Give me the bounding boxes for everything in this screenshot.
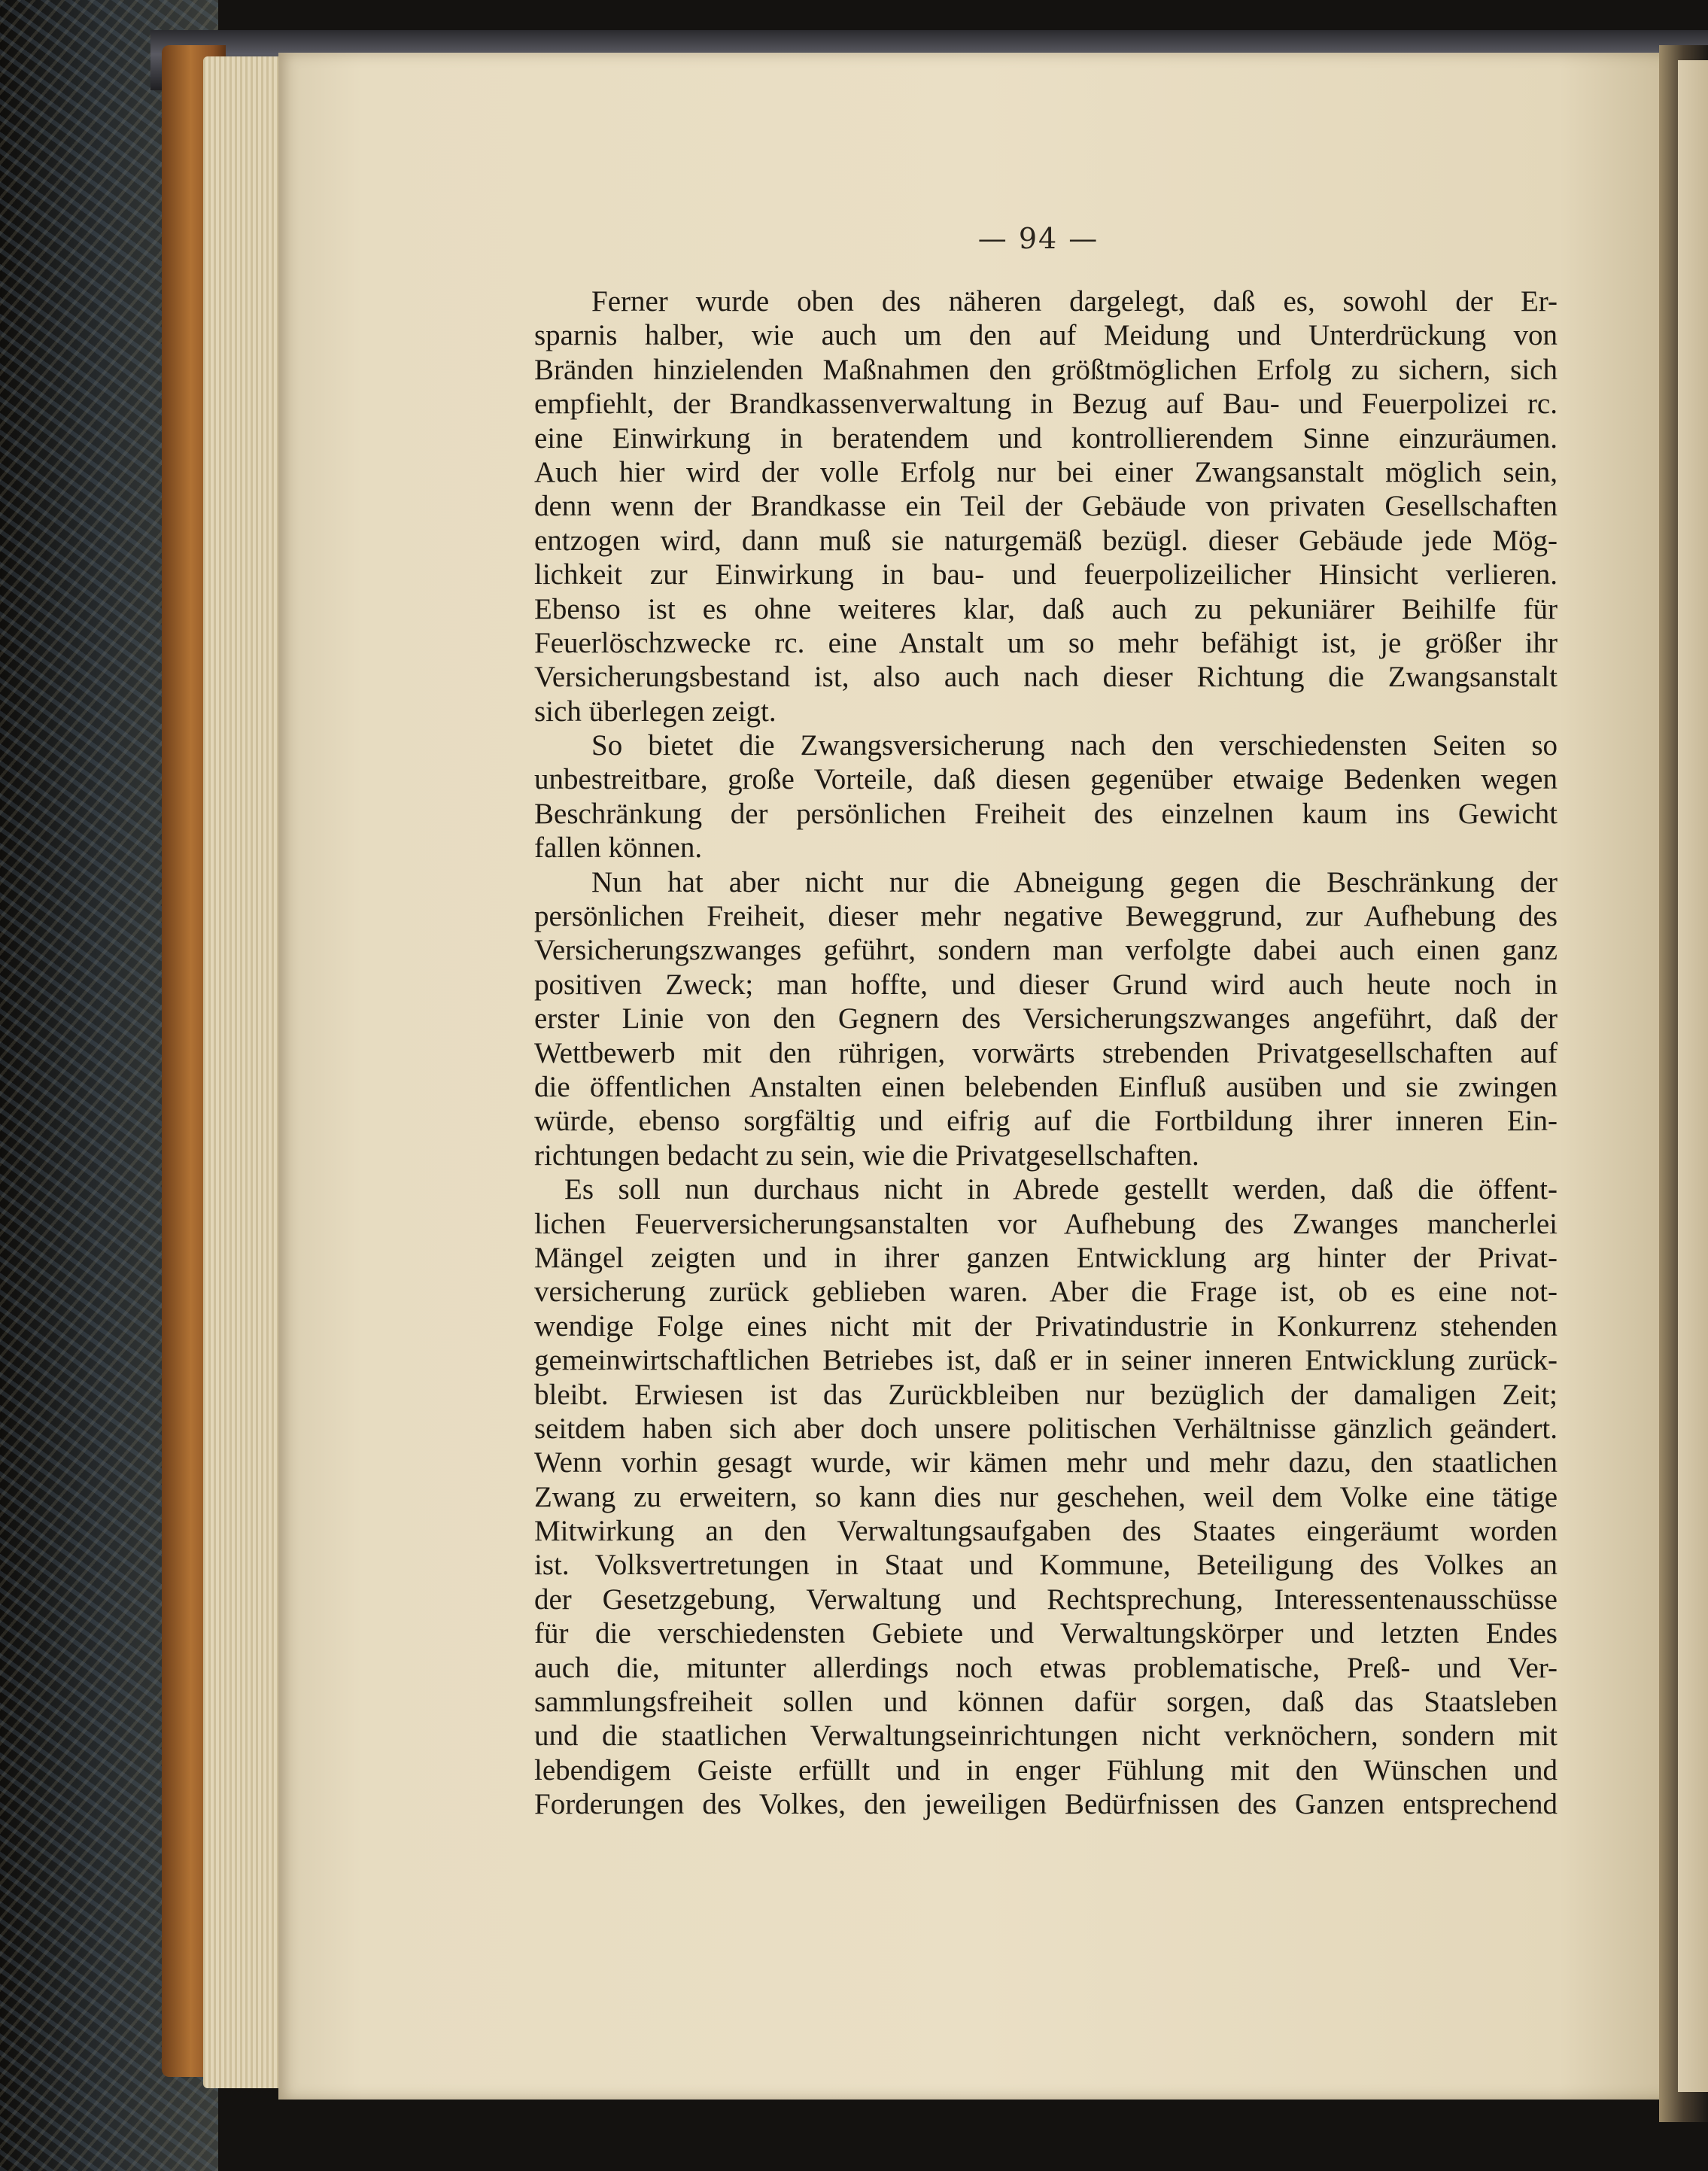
text-line: So bietet die Zwangsversicherung nach den verschiedensten Seiten so: [591, 729, 1558, 762]
text-line: sparnis halber, wie auch um den auf Meidung und Unterdrückung von: [534, 319, 1558, 352]
text-line: lichkeit zur Einwirkung in bau- und feuerpolizeilicher Hinsicht verlieren.: [534, 558, 1558, 591]
text-line: für die verschiedensten Gebiete und Verwaltungskörper und letzten Endes: [534, 1617, 1558, 1650]
text-line: sammlungsfreiheit sollen und können dafür sorgen, daß das Staatsleben: [534, 1686, 1558, 1719]
text-line: empfiehlt, der Brandkassenverwaltung in Bezug auf Bau- und Feuerpolizei rc.: [534, 388, 1558, 421]
text-line: gemeinwirtschaftlichen Betriebes ist, daß er in seiner inneren Entwicklung zurück-: [534, 1344, 1558, 1377]
text-line: Mängel zeigten und in ihrer ganzen Entwicklung arg hinter der Privat-: [534, 1241, 1558, 1274]
text-line: Auch hier wird der volle Erfolg nur bei einer Zwangsanstalt möglich sein,: [534, 455, 1558, 488]
text-line: Wenn vorhin gesagt wurde, wir kämen mehr und mehr dazu, den staatlichen: [534, 1446, 1558, 1479]
text-line: auch die, mitunter allerdings noch etwas problematische, Preß- und Ver-: [534, 1651, 1558, 1684]
text-line: versicherung zurück geblieben waren. Aber die Frage ist, ob es eine not-: [534, 1276, 1558, 1309]
text-line: ist. Volksvertretungen in Staat und Kommune, Beteiligung des Volkes an: [534, 1549, 1558, 1582]
text-line: richtungen bedacht zu sein, wie die Privatgesellschaften.: [534, 1139, 1199, 1172]
text-line: wendige Folge eines nicht mit der Privatindustrie in Konkurrenz stehenden: [534, 1309, 1558, 1342]
text-line: fallen können.: [534, 832, 703, 865]
text-line: eine Einwirkung in beratendem und kontrollierendem Sinne einzuräumen.: [534, 421, 1558, 455]
text-line: lebendigem Geiste erfüllt und in enger Fühlung mit den Wünschen und: [534, 1753, 1558, 1786]
text-line: unbestreitbare, große Vorteile, daß diesen gegenüber etwaige Bedenken wegen: [534, 763, 1558, 796]
body-text: [534, 284, 1558, 1822]
facing-page-edge: [1678, 60, 1708, 2092]
text-line: bleibt. Erwiesen ist das Zurückbleiben nur bezüglich der damaligen Zeit;: [534, 1378, 1558, 1411]
text-line: Zwang zu erweitern, so kann dies nur geschehen, weil dem Volke eine tätige: [534, 1480, 1558, 1513]
text-line: sich überlegen zeigt.: [534, 695, 777, 728]
text-line: Bränden hinzielenden Maßnahmen den größtmöglichen Erfolg zu sichern, sich: [534, 353, 1558, 386]
text-line: Forderungen des Volkes, den jeweiligen Bedürfnissen des Ganzen entsprechend: [534, 1788, 1558, 1821]
page-number: — 94 —: [977, 222, 1099, 255]
text-line: und die staatlichen Verwaltungseinrichtungen nicht verknöchern, sondern mit: [534, 1719, 1558, 1753]
text-line: Nun hat aber nicht nur die Abneigung gegen die Beschränkung der: [591, 865, 1558, 899]
text-line: positiven Zweck; man hoffte, und dieser Grund wird auch heute noch in: [534, 968, 1558, 1001]
text-line: Wettbewerb mit den rührigen, vorwärts strebenden Privatgesellschaften auf: [534, 1036, 1558, 1069]
text-line: Beschränkung der persönlichen Freiheit des einzelnen kaum ins Gewicht: [534, 797, 1558, 830]
text-line: lichen Feuerversicherungsanstalten vor Aufhebung des Zwanges mancherlei: [534, 1207, 1558, 1240]
text-line: Ebenso ist es ohne weiteres klar, daß auch zu pekuniärer Beihilfe für: [534, 592, 1558, 625]
text-line: erster Linie von den Gegnern des Versicherungszwanges angeführt, daß der: [534, 1002, 1558, 1035]
text-line: entzogen wird, dann muß sie naturgemäß bezügl. dieser Gebäude jede Mög-: [534, 524, 1558, 557]
text-line: Ferner wurde oben des näheren dargelegt, daß es, sowohl der Er-: [591, 285, 1558, 318]
text-line: Versicherungszwanges geführt, sondern man verfolgte dabei auch einen ganz: [534, 934, 1558, 967]
text-line: die öffentlichen Anstalten einen belebenden Einfluß ausüben und sie zwingen: [534, 1070, 1558, 1103]
text-line: Es soll nun durchaus nicht in Abrede gestellt werden, daß die öffent-: [564, 1173, 1558, 1206]
text-line: Mitwirkung an den Verwaltungsaufgaben des Staates eingeräumt worden: [534, 1515, 1558, 1548]
text-line: denn wenn der Brandkasse ein Teil der Gebäude von privaten Gesellschaften: [534, 490, 1558, 523]
text-line: seitdem haben sich aber doch unsere politischen Verhältnisse gänzlich geändert.: [534, 1412, 1558, 1445]
text-line: würde, ebenso sorgfältig und eifrig auf die Fortbildung ihrer inneren Ein-: [534, 1105, 1558, 1138]
text-line: persönlichen Freiheit, dieser mehr negative Beweggrund, zur Aufhebung des: [534, 900, 1558, 933]
text-line: Feuerlöschzwecke rc. eine Anstalt um so mehr befähigt ist, je größer ihr: [534, 626, 1558, 659]
text-line: der Gesetzgebung, Verwaltung und Rechtsprechung, Interessentenausschüsse: [534, 1583, 1558, 1616]
text-line: Versicherungsbestand ist, also auch nach dieser Richtung die Zwangsanstalt: [534, 661, 1558, 694]
